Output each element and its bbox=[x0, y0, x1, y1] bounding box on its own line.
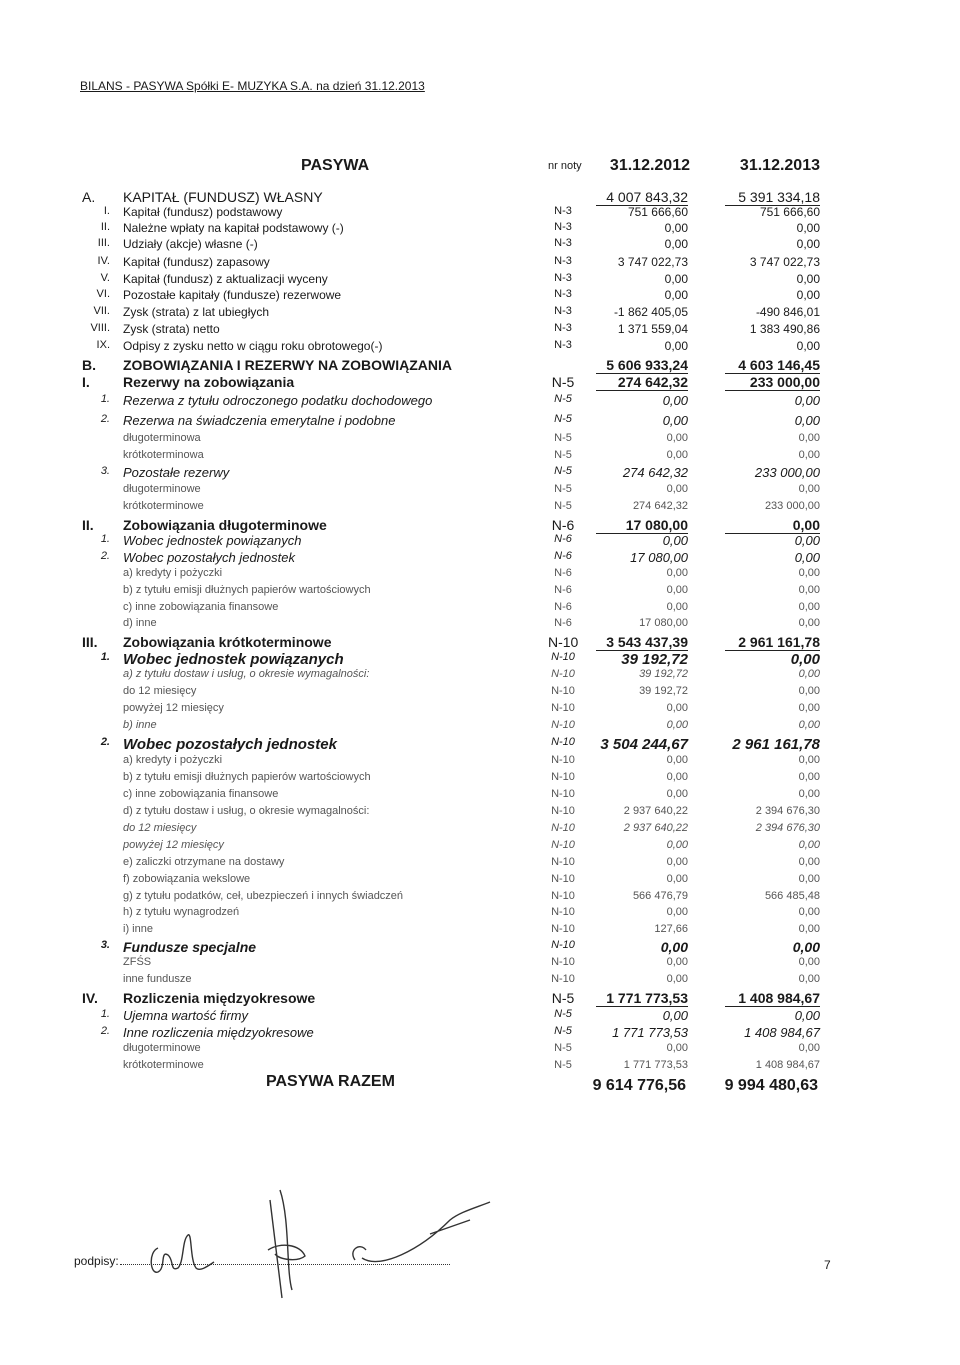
value-2012: 39 192,72 bbox=[639, 685, 688, 697]
value-2012: 4 007 843,32 bbox=[596, 189, 688, 206]
row-number: 2. bbox=[100, 736, 110, 748]
value-2013: 0,00 bbox=[798, 601, 820, 613]
row-label: Udziały (akcje) własne (-) bbox=[123, 237, 258, 251]
row-note-ref: N-5 bbox=[551, 374, 575, 390]
value-2013: 0,00 bbox=[798, 719, 820, 731]
row-number: 3. bbox=[100, 465, 110, 477]
value-2013: 2 394 676,30 bbox=[755, 822, 820, 834]
value-2013: 0,00 bbox=[798, 873, 820, 885]
grand-total-2012: 9 614 776,56 bbox=[592, 1077, 686, 1094]
row-note-ref: N-10 bbox=[551, 702, 575, 714]
row-label: b) inne bbox=[123, 719, 157, 731]
row-number: II. bbox=[82, 517, 94, 533]
page-number: 7 bbox=[824, 1258, 831, 1272]
value-2012: 0,00 bbox=[664, 288, 688, 302]
value-2012: 0,00 bbox=[664, 237, 688, 251]
value-2013: 0,00 bbox=[794, 1008, 820, 1023]
row-number: 1. bbox=[100, 393, 110, 405]
value-2012: 0,00 bbox=[666, 601, 688, 613]
value-2013: 2 394 676,30 bbox=[755, 805, 820, 817]
row-label: krótkoterminowe bbox=[123, 500, 204, 512]
row-note-ref: N-3 bbox=[554, 288, 572, 300]
value-2012: 0,00 bbox=[666, 702, 688, 714]
row-label: powyżej 12 miesięcy bbox=[123, 839, 224, 851]
row-number: II. bbox=[100, 221, 110, 233]
row-label: Zysk (strata) netto bbox=[123, 322, 220, 336]
row-note-ref: N-3 bbox=[554, 237, 572, 249]
row-note-ref: N-5 bbox=[554, 449, 572, 461]
value-2012: 39 192,72 bbox=[639, 668, 688, 680]
value-2013: 5 391 334,18 bbox=[725, 189, 820, 206]
row-label: Rezerwa z tytułu odroczonego podatku dochodowego bbox=[123, 393, 433, 408]
value-2012: 0,00 bbox=[666, 584, 688, 596]
value-2012: 17 080,00 bbox=[630, 550, 688, 565]
value-2012: 566 476,79 bbox=[632, 890, 688, 902]
row-label: g) z tytułu podatków, ceł, ubezpieczeń i innych świadczeń bbox=[123, 890, 404, 902]
row-note-ref: N-10 bbox=[551, 906, 575, 918]
value-2012: 5 606 933,24 bbox=[596, 357, 688, 374]
row-note-ref: N-10 bbox=[551, 754, 575, 766]
value-2012: 0,00 bbox=[666, 719, 688, 731]
row-note-ref: N-6 bbox=[551, 517, 575, 533]
value-2012: 3 747 022,73 bbox=[617, 255, 688, 269]
note-column-header: nr noty bbox=[548, 160, 582, 172]
row-label: krótkoterminowe bbox=[123, 1059, 204, 1071]
row-number: 1. bbox=[100, 651, 110, 663]
value-2013: 0,00 bbox=[725, 517, 820, 534]
row-label: b) z tytułu emisji dłużnych papierów wartościowych bbox=[123, 584, 371, 596]
row-number: 2. bbox=[100, 413, 110, 425]
row-label: długoterminowa bbox=[123, 432, 201, 444]
value-2013: 0,00 bbox=[798, 685, 820, 697]
row-label: c) inne zobowiązania finansowe bbox=[123, 601, 279, 613]
row-note-ref: N-3 bbox=[554, 205, 572, 217]
value-2012: 1 771 773,53 bbox=[612, 1025, 688, 1040]
value-2012: 274 642,32 bbox=[632, 500, 688, 512]
value-2012: 1 771 773,53 bbox=[623, 1059, 688, 1071]
row-note-ref: N-6 bbox=[554, 567, 572, 579]
value-2013: 0,00 bbox=[794, 393, 820, 408]
value-2012: 0,00 bbox=[666, 873, 688, 885]
value-2012: 751 666,60 bbox=[627, 205, 688, 219]
value-2012: 2 937 640,22 bbox=[623, 822, 688, 834]
value-2013: 0,00 bbox=[798, 771, 820, 783]
row-label: do 12 miesięcy bbox=[123, 685, 197, 697]
value-2012: 1 771 773,53 bbox=[596, 990, 688, 1007]
row-label: Rezerwy na zobowiązania bbox=[123, 374, 295, 390]
value-2013: 0,00 bbox=[798, 973, 820, 985]
row-label: Zysk (strata) z lat ubiegłych bbox=[123, 305, 270, 319]
row-label: Należne wpłaty na kapitał podstawowy (-) bbox=[123, 221, 344, 235]
row-note-ref: N-3 bbox=[554, 305, 572, 317]
row-number: IX. bbox=[96, 339, 110, 351]
value-2012: 2 937 640,22 bbox=[623, 805, 688, 817]
row-number: A. bbox=[82, 189, 96, 205]
row-note-ref: N-3 bbox=[554, 255, 572, 267]
value-2012: 0,00 bbox=[666, 1042, 688, 1054]
row-label: KAPITAŁ (FUNDUSZ) WŁASNY bbox=[123, 189, 323, 205]
value-2012: 0,00 bbox=[662, 393, 688, 408]
value-2013: 0,00 bbox=[798, 788, 820, 800]
value-2013: 0,00 bbox=[798, 956, 820, 968]
value-2013: 0,00 bbox=[798, 584, 820, 596]
document-title: BILANS - PASYWA Spółki E- MUZYKA S.A. na dzień 31.12.2013 bbox=[80, 79, 425, 93]
row-note-ref: N-10 bbox=[551, 788, 575, 800]
row-note-ref: N-3 bbox=[554, 339, 572, 351]
grand-total-label: PASYWA RAZEM bbox=[266, 1073, 395, 1090]
row-label: Rezerwa na świadczenia emerytalne i podobne bbox=[123, 413, 396, 428]
value-2012: 0,00 bbox=[662, 413, 688, 428]
value-2013: 0,00 bbox=[796, 221, 820, 235]
row-note-ref: N-6 bbox=[554, 584, 572, 596]
value-2013: 566 485,48 bbox=[764, 890, 820, 902]
value-2012: 274 642,32 bbox=[622, 465, 688, 480]
row-note-ref: N-10 bbox=[551, 651, 575, 663]
value-2012: 0,00 bbox=[666, 856, 688, 868]
value-2013: 0,00 bbox=[798, 839, 820, 851]
row-note-ref: N-10 bbox=[551, 822, 575, 834]
row-label: Pozostałe rezerwy bbox=[123, 465, 230, 480]
row-label: Kapitał (fundusz) podstawowy bbox=[123, 205, 283, 219]
year1-column-header: 31.12.2012 bbox=[609, 157, 690, 174]
row-note-ref: N-10 bbox=[551, 873, 575, 885]
row-label: d) inne bbox=[123, 617, 157, 629]
row-number: 1. bbox=[100, 1008, 110, 1020]
value-2012: 0,00 bbox=[666, 788, 688, 800]
row-number: I. bbox=[82, 374, 90, 390]
value-2012: 0,00 bbox=[666, 432, 688, 444]
value-2013: 0,00 bbox=[794, 550, 820, 565]
row-label: a) kredyty i pożyczki bbox=[123, 754, 223, 766]
value-2012: 17 080,00 bbox=[639, 617, 688, 629]
row-number: 3. bbox=[100, 939, 110, 951]
row-note-ref: N-3 bbox=[554, 322, 572, 334]
section-heading: PASYWA bbox=[301, 157, 370, 174]
row-note-ref: N-10 bbox=[551, 956, 575, 968]
row-number: I. bbox=[103, 205, 110, 217]
value-2013: 1 383 490,86 bbox=[749, 322, 820, 336]
value-2013: 0,00 bbox=[798, 483, 820, 495]
row-note-ref: N-10 bbox=[551, 805, 575, 817]
row-note-ref: N-5 bbox=[554, 483, 572, 495]
row-note-ref: N-5 bbox=[554, 1059, 572, 1071]
value-2012: 0,00 bbox=[666, 906, 688, 918]
row-label: Inne rozliczenia międzyokresowe bbox=[123, 1025, 314, 1040]
value-2012: 0,00 bbox=[666, 956, 688, 968]
row-note-ref: N-10 bbox=[551, 939, 575, 951]
value-2012: 3 543 437,39 bbox=[596, 634, 688, 651]
row-label: Odpisy z zysku netto w ciągu roku obrotowego(-) bbox=[123, 339, 383, 353]
value-2012: -1 862 405,05 bbox=[613, 305, 688, 319]
row-label: Pozostałe kapitały (fundusze) rezerwowe bbox=[123, 288, 342, 302]
value-2012: 274 642,32 bbox=[596, 374, 688, 391]
row-note-ref: N-3 bbox=[554, 221, 572, 233]
row-note-ref: N-5 bbox=[554, 393, 572, 405]
row-label: Zobowiązania długoterminowe bbox=[123, 517, 327, 533]
row-label: długoterminowe bbox=[123, 483, 201, 495]
value-2012: 17 080,00 bbox=[596, 517, 688, 534]
value-2013: 0,00 bbox=[794, 413, 820, 428]
value-2012: 0,00 bbox=[666, 771, 688, 783]
value-2013: 0,00 bbox=[796, 339, 820, 353]
row-note-ref: N-10 bbox=[551, 923, 575, 935]
row-number: 2. bbox=[100, 1025, 110, 1037]
value-2012: 0,00 bbox=[666, 449, 688, 461]
row-number: III. bbox=[97, 237, 110, 249]
row-note-ref: N-10 bbox=[551, 668, 575, 680]
row-label: ZOBOWIĄZANIA I REZERWY NA ZOBOWIĄZANIA bbox=[123, 357, 452, 373]
value-2013: 0,00 bbox=[798, 432, 820, 444]
value-2012: 0,00 bbox=[662, 533, 688, 548]
row-label: Zobowiązania krótkoterminowe bbox=[123, 634, 332, 650]
row-number: 2. bbox=[100, 550, 110, 562]
value-2013: 0,00 bbox=[798, 449, 820, 461]
value-2013: 0,00 bbox=[796, 237, 820, 251]
value-2013: 0,00 bbox=[798, 567, 820, 579]
grand-total-2013: 9 994 480,63 bbox=[724, 1077, 818, 1094]
row-note-ref: N-5 bbox=[554, 413, 572, 425]
row-note-ref: N-10 bbox=[551, 973, 575, 985]
row-note-ref: N-10 bbox=[551, 685, 575, 697]
row-number: III. bbox=[82, 634, 98, 650]
row-note-ref: N-5 bbox=[554, 1008, 572, 1020]
value-2013: 0,00 bbox=[798, 702, 820, 714]
value-2012: 0,00 bbox=[666, 754, 688, 766]
value-2013: 0,00 bbox=[798, 923, 820, 935]
row-note-ref: N-10 bbox=[551, 719, 575, 731]
row-label: Wobec pozostałych jednostek bbox=[123, 736, 337, 753]
row-note-ref: N-5 bbox=[554, 432, 572, 444]
row-label: e) zaliczki otrzymane na dostawy bbox=[123, 856, 285, 868]
value-2012: 1 371 559,04 bbox=[617, 322, 688, 336]
value-2012: 3 504 244,67 bbox=[600, 736, 688, 753]
row-label: Fundusze specjalne bbox=[123, 939, 257, 955]
handwritten-signatures bbox=[130, 1180, 510, 1310]
value-2013: 751 666,60 bbox=[759, 205, 820, 219]
value-2012: 0,00 bbox=[660, 939, 688, 955]
row-note-ref: N-6 bbox=[554, 601, 572, 613]
value-2013: 0,00 bbox=[798, 668, 820, 680]
row-note-ref: N-5 bbox=[554, 500, 572, 512]
row-label: Rozliczenia międzyokresowe bbox=[123, 990, 316, 1006]
row-label: d) z tytułu dostaw i usług, o okresie wymagalności: bbox=[123, 805, 370, 817]
value-2012: 0,00 bbox=[664, 221, 688, 235]
row-note-ref: N-3 bbox=[554, 272, 572, 284]
value-2013: 0,00 bbox=[796, 272, 820, 286]
value-2013: 0,00 bbox=[794, 533, 820, 548]
value-2013: 233 000,00 bbox=[754, 465, 820, 480]
row-label: a) kredyty i pożyczki bbox=[123, 567, 223, 579]
value-2012: 127,66 bbox=[654, 923, 688, 935]
value-2013: 1 408 984,67 bbox=[744, 1025, 820, 1040]
value-2013: 1 408 984,67 bbox=[725, 990, 820, 1007]
value-2013: 0,00 bbox=[792, 939, 820, 955]
row-label: długoterminowe bbox=[123, 1042, 201, 1054]
value-2013: 0,00 bbox=[798, 617, 820, 629]
row-label: h) z tytułu wynagrodzeń bbox=[123, 906, 240, 918]
row-number: IV. bbox=[82, 990, 98, 1006]
row-label: c) inne zobowiązania finansowe bbox=[123, 788, 279, 800]
row-note-ref: N-10 bbox=[548, 634, 579, 650]
value-2013: 0,00 bbox=[798, 906, 820, 918]
row-note-ref: N-5 bbox=[554, 1025, 572, 1037]
value-2012: 39 192,72 bbox=[621, 651, 688, 668]
row-note-ref: N-10 bbox=[551, 856, 575, 868]
row-label: Wobec jednostek powiązanych bbox=[123, 533, 302, 548]
value-2013: 4 603 146,45 bbox=[725, 357, 820, 374]
row-label: a) z tytułu dostaw i usług, o okresie wymagalności: bbox=[123, 668, 370, 680]
row-label: b) z tytułu emisji dłużnych papierów wartościowych bbox=[123, 771, 371, 783]
value-2013: 2 961 161,78 bbox=[732, 736, 820, 753]
row-note-ref: N-5 bbox=[551, 990, 575, 1006]
value-2012: 0,00 bbox=[666, 483, 688, 495]
value-2012: 0,00 bbox=[666, 973, 688, 985]
value-2013: 2 961 161,78 bbox=[725, 634, 820, 651]
row-number: V. bbox=[100, 272, 110, 284]
value-2013: 0,00 bbox=[798, 1042, 820, 1054]
row-note-ref: N-6 bbox=[554, 550, 572, 562]
value-2012: 0,00 bbox=[666, 839, 688, 851]
value-2012: 0,00 bbox=[664, 339, 688, 353]
row-number: VI. bbox=[96, 288, 110, 300]
row-label: Ujemna wartość firmy bbox=[123, 1008, 248, 1023]
row-label: i) inne bbox=[123, 923, 153, 935]
value-2013: 0,00 bbox=[798, 754, 820, 766]
value-2012: 0,00 bbox=[666, 567, 688, 579]
row-note-ref: N-10 bbox=[551, 771, 575, 783]
signatures-label: podpisy: bbox=[74, 1254, 119, 1268]
value-2013: 0,00 bbox=[796, 288, 820, 302]
value-2013: 0,00 bbox=[790, 651, 820, 668]
value-2013: 233 000,00 bbox=[764, 500, 820, 512]
value-2013: 0,00 bbox=[798, 856, 820, 868]
value-2013: -490 846,01 bbox=[755, 305, 820, 319]
row-label: do 12 miesięcy bbox=[123, 822, 197, 834]
value-2013: 3 747 022,73 bbox=[749, 255, 820, 269]
value-2013: 233 000,00 bbox=[725, 374, 820, 391]
row-label: Kapitał (fundusz) z aktualizacji wyceny bbox=[123, 272, 328, 286]
year2-column-header: 31.12.2013 bbox=[739, 157, 820, 174]
row-label: inne fundusze bbox=[123, 973, 192, 985]
row-note-ref: N-6 bbox=[554, 617, 572, 629]
row-number: B. bbox=[82, 357, 96, 373]
row-label: Kapitał (fundusz) zapasowy bbox=[123, 255, 270, 269]
row-note-ref: N-5 bbox=[554, 1042, 572, 1054]
row-label: Wobec jednostek powiązanych bbox=[123, 651, 344, 668]
row-note-ref: N-10 bbox=[551, 839, 575, 851]
value-2013: 1 408 984,67 bbox=[755, 1059, 820, 1071]
row-number: IV. bbox=[97, 255, 110, 267]
row-number: 1. bbox=[100, 533, 110, 545]
row-number: VII. bbox=[93, 305, 110, 317]
row-label: powyżej 12 miesięcy bbox=[123, 702, 224, 714]
row-label: ZFŚS bbox=[123, 956, 152, 968]
row-label: Wobec pozostałych jednostek bbox=[123, 550, 295, 565]
row-number: VIII. bbox=[90, 322, 110, 334]
value-2012: 0,00 bbox=[664, 272, 688, 286]
row-label: f) zobowiązania wekslowe bbox=[123, 873, 251, 885]
row-note-ref: N-10 bbox=[551, 736, 575, 748]
value-2012: 0,00 bbox=[662, 1008, 688, 1023]
row-note-ref: N-6 bbox=[554, 533, 572, 545]
row-note-ref: N-5 bbox=[554, 465, 572, 477]
row-label: krótkoterminowa bbox=[123, 449, 204, 461]
row-note-ref: N-10 bbox=[551, 890, 575, 902]
